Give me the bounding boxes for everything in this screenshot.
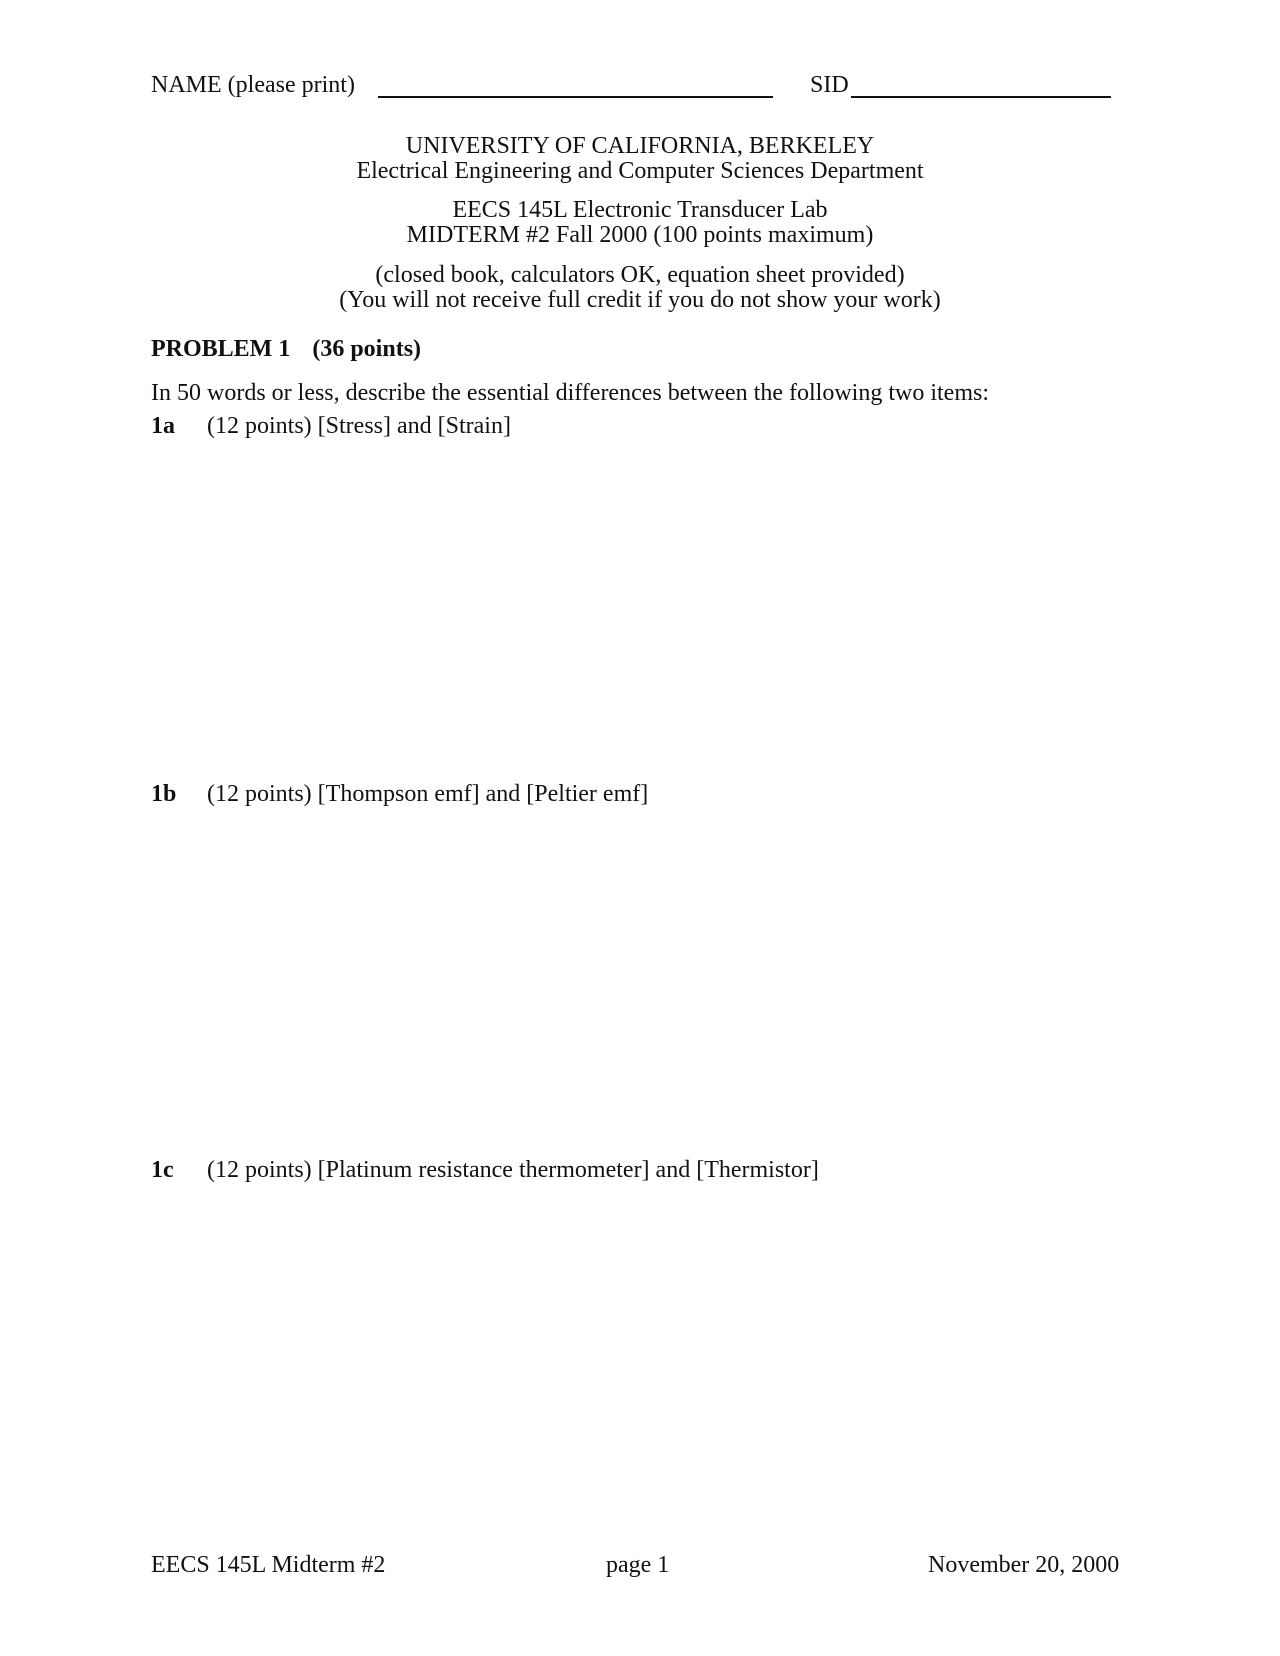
question-text: (12 points) [Stress] and [Strain] xyxy=(207,413,511,439)
course-title: EECS 145L Electronic Transducer Lab xyxy=(452,197,828,223)
university-name: UNIVERSITY OF CALIFORNIA, BERKELEY xyxy=(405,133,875,159)
exam-warning: (You will not receive full credit if you do not show your work) xyxy=(339,287,941,313)
question-number: 1b xyxy=(151,781,177,807)
question-text: (12 points) [Platinum resistance thermometer] and [Thermistor] xyxy=(207,1157,819,1183)
sid-field-line[interactable] xyxy=(851,96,1111,98)
problem-heading xyxy=(151,336,421,363)
problem-label: PROBLEM 1 xyxy=(151,336,291,362)
question-1b xyxy=(151,781,648,808)
name-field-line[interactable] xyxy=(378,96,773,98)
problem-instructions: In 50 words or less, describe the essential differences between the following two items: xyxy=(151,380,989,406)
question-1c xyxy=(151,1157,819,1184)
title-block-course xyxy=(0,198,1280,248)
sid-label: SID xyxy=(810,72,849,98)
question-1a xyxy=(151,413,511,440)
footer-page-number: page 1 xyxy=(606,1552,670,1578)
problem-points: (36 points) xyxy=(312,336,422,362)
department-name: Electrical Engineering and Computer Sciences Department xyxy=(356,158,924,184)
question-number: 1c xyxy=(151,1157,174,1183)
footer-course: EECS 145L Midterm #2 xyxy=(151,1552,386,1578)
exam-rules: (closed book, calculators OK, equation sheet provided) xyxy=(375,262,905,288)
name-label: NAME (please print) xyxy=(151,72,355,98)
exam-title: MIDTERM #2 Fall 2000 (100 points maximum) xyxy=(406,222,874,248)
footer-date: November 20, 2000 xyxy=(928,1552,1120,1578)
title-block-university xyxy=(0,134,1280,184)
question-number: 1a xyxy=(151,413,175,439)
question-text: (12 points) [Thompson emf] and [Peltier emf] xyxy=(207,781,649,807)
title-block-rules xyxy=(0,263,1280,313)
